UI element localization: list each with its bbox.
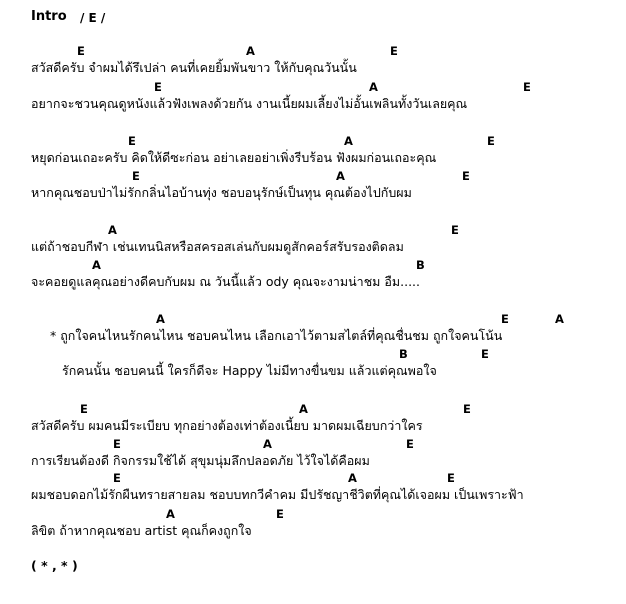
lyric-line: หากคุณชอบป่าไม่รักกลิ่นไอบ้านทุ่ง ชอบอนุรักษ์เป็นทุน คุณต้องไปกับผม (31, 185, 412, 200)
chord: A (344, 134, 353, 148)
chord: E (501, 312, 509, 326)
chord: A (336, 169, 345, 183)
chord: A (348, 471, 357, 485)
chord: A (92, 258, 101, 272)
chord: E (487, 134, 495, 148)
chord: E (462, 169, 470, 183)
chord: E (113, 437, 121, 451)
lyric-line: ลิขิต ถ้าหากคุณชอบ artist คุณก็คงถูกใจ (31, 523, 252, 538)
lyric-line: แต่ถ้าชอบกีฬา เช่นเทนนิสหรือสครอสเล่นกับผมดูสักคอร์สรับรองติดลม (31, 239, 404, 254)
chord: A (299, 402, 308, 416)
chord: E (451, 223, 459, 237)
chord: E (154, 80, 162, 94)
chord: A (555, 312, 564, 326)
chord: E (132, 169, 140, 183)
repeat-instruction: ( * , * ) (31, 558, 78, 573)
chord: A (108, 223, 117, 237)
chord: A (166, 507, 175, 521)
chord: A (369, 80, 378, 94)
lyric-line: จะคอยดูแลคุณอย่างดีคบกับผม ณ วันนี้แล้ว ody คุณจะงามน่าชม อืม..... (31, 274, 421, 289)
chord: E (77, 44, 85, 58)
lyric-line: หยุดก่อนเถอะครับ คิดให้ดีซะก่อน อย่าเลยอย่าเพิ่งรีบร้อน ฟังผมก่อนเถอะคุณ (31, 150, 437, 165)
chord: A (246, 44, 255, 58)
chord: E (406, 437, 414, 451)
lyric-line: การเรียนต้องดี กิจกรรมใช้ได้ สุขุมนุ่มลึกปลอดภัย ไว้ใจได้คือผม (31, 453, 370, 468)
lyric-line: รักคนนั้น ชอบคนนี้ ใครก็ดีจะ Happy ไม่มีทางขื่นขม แล้วแต่คุณพอใจ (62, 363, 437, 378)
chord: E (128, 134, 136, 148)
chord: E (481, 347, 489, 361)
chord: B (399, 347, 408, 361)
intro-label: Intro (31, 9, 67, 24)
chord: E (523, 80, 531, 94)
lyric-line: * ถูกใจคนไหนรักคนไหน ชอบคนไหน เลือกเอาไว้ตามสไตล์ที่คุณชื่นชม ถูกใจคนโน้น (50, 328, 503, 343)
chord: E (447, 471, 455, 485)
chord: A (156, 312, 165, 326)
chord: E (390, 44, 398, 58)
chord: E (113, 471, 121, 485)
lyric-line: สวัสดีครับ จำผมได้รึเปล่า คนที่เคยยิ้มพันขาว ให้กับคุณวันนั้น (31, 60, 357, 75)
chord: E (276, 507, 284, 521)
lyric-line: สวัสดีครับ ผมคนมีระเบียบ ทุกอย่างต้องเท่าต้องเนี้ยบ มาดผมเฉียบกว่าใคร (31, 418, 423, 433)
intro-chords: / E / (80, 11, 106, 25)
chord: E (463, 402, 471, 416)
lyric-line: อยากจะชวนคุณดูหนังแล้วฟังเพลงด้วยกัน งานเนี้ยผมเลี้ยงไม่อั้นเพลินทั้งวันเลยคุณ (31, 96, 468, 111)
chord: E (80, 402, 88, 416)
chord: A (263, 437, 272, 451)
lyric-line: ผมชอบดอกไม้รักผืนทรายสายลม ชอบบทกวีคำคม มีปรัชญาชีวิตที่คุณได้เจอผม เป็นเพราะฟ้า (31, 487, 524, 502)
chord: B (416, 258, 425, 272)
